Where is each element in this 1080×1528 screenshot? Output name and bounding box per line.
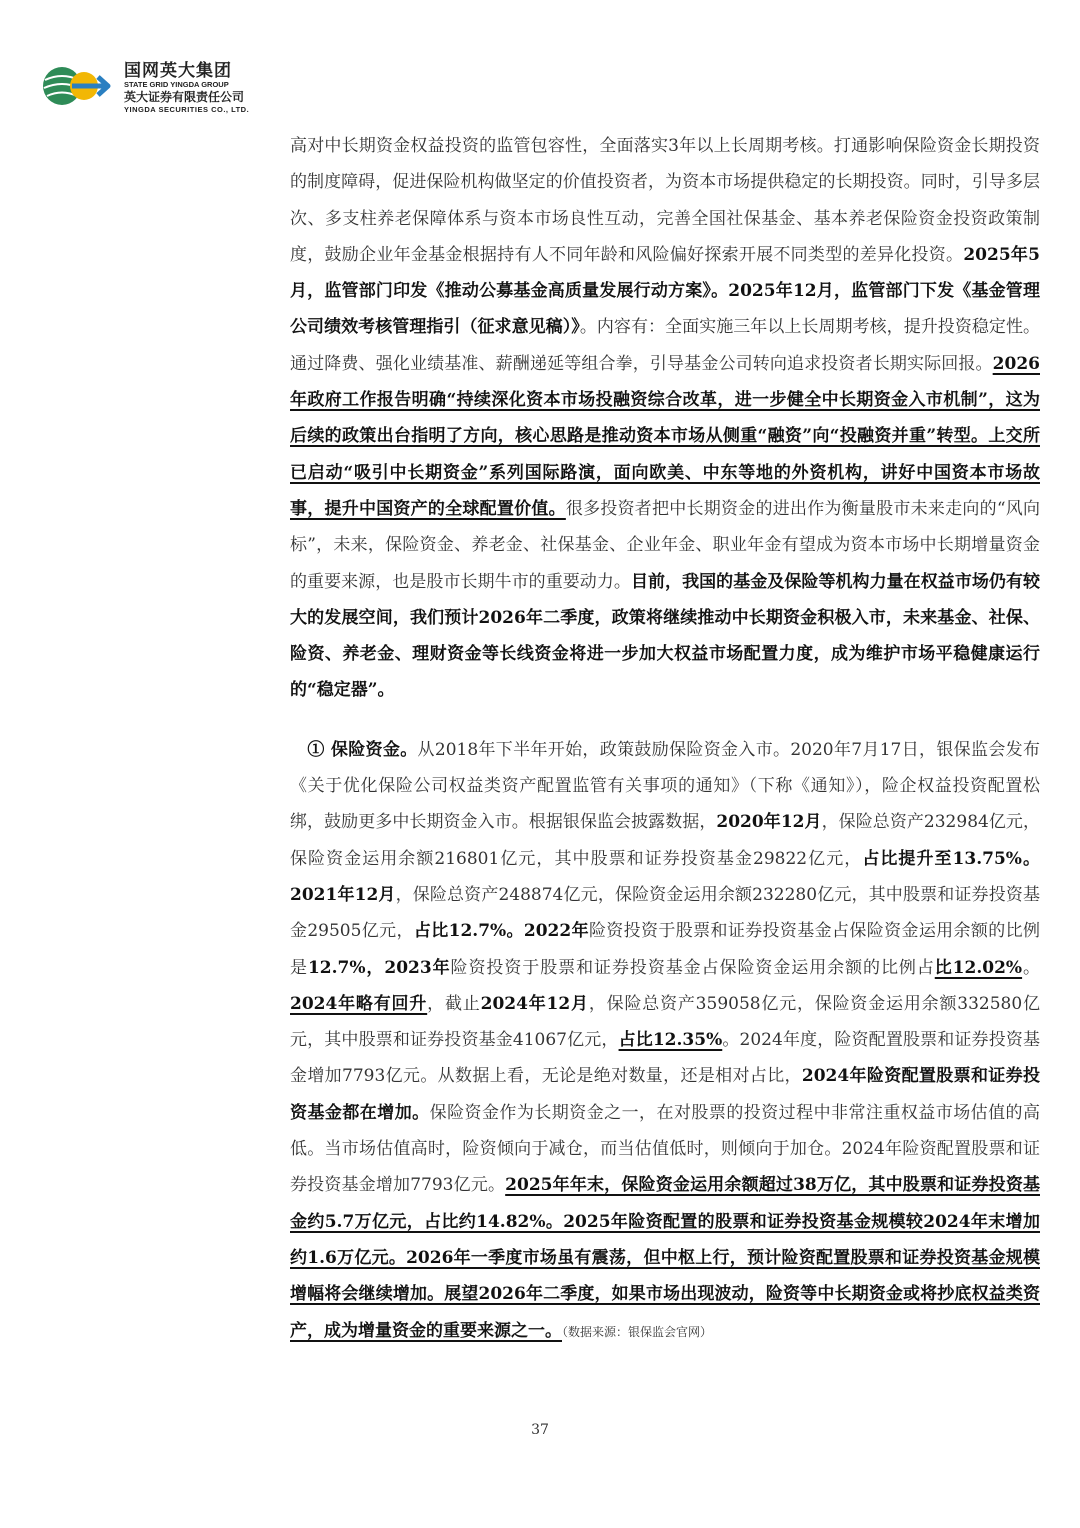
subsidiary-name-cn: 英大证券有限责任公司 <box>124 90 245 104</box>
text-segment-bold: 目前，我国的基金及保险等机构力量在权益市场仍有较大的发展空间，我们预计2026年二季度，政策将继续推动中长期资金积极入市，未来基金、社保、险资、养老金、理财资金等长线资金将进一步加大权益市场配置力度，成为维护市场平稳健康运行的“稳定器”。 <box>290 571 1041 701</box>
text-segment: 很多投资者把中长期资金的进出作为衡量股市未来走向的“风向标”，未来，保险资金、养老金、社保基金、企业年金、职业年金有望成为资本市场中长期增量资金的重要来源，也是股市长期牛市的重要动力。 <box>290 498 1040 592</box>
state-grid-yingda-logo-icon <box>42 64 112 108</box>
data-source-note: （数据来源：银保监会官网） <box>562 1324 713 1339</box>
text-segment-bold-underline: 2026年政府工作报告明确“持续深化资本市场投融资综合改革，进一步健全中长期资金入市机制”，这为后续的政策出台指明了方向，核心思路是推动资本市场从侧重“融资”向“投融资并重”转型。上交所已启动“吸引中长期资金”系列国际路演，面向欧美、中东等地的外资机构，讲好中国资本市场故事，提升中国资产的全球配置价值。 <box>290 353 1040 519</box>
text-segment-bold-underline: 2024年略有回升 <box>290 993 428 1014</box>
text-segment: 。 <box>1022 957 1041 978</box>
text-segment: ，保险总资产359058亿元，保险资金运用余额332580亿元，其中股票和证券投资基金41067亿元， <box>290 993 1040 1051</box>
report-header <box>42 62 342 122</box>
company-name-en: STATE GRID YINGDA GROUP <box>124 80 229 89</box>
text-segment: 从2018年下半年开始，政策鼓励保险资金入市。2020年7月17日，银保监会发布《关于优化保险公司权益类资产配置监管有关事项的通知》（下称《通知》），险企权益投资配置松绑，鼓励更多中长期资金入市。根据银保监会披露数据， <box>290 739 1040 833</box>
text-segment-bold: 2024年12月 <box>480 993 589 1014</box>
text-segment: 高对中长期资金权益投资的监管包容性，全面落实3年以上长周期考核。打通影响保险资金长期投资的制度障碍，促进保险机构做坚定的价值投资者，为资本市场提供稳定的长期投资。同时，引导多层次、多支柱养老保障体系与资本市场良性互动，完善全国社保基金、基本养老保险资金投资政策制度，鼓励企业年金基金根据持有人不同年龄和风险偏好探索开展不同类型的差异化投资。 <box>290 136 1040 265</box>
text-segment: 。内容有：全面实施三年以上长周期考核，提升投资稳定性。通过降费、强化业绩基准、薪酬递延等组合拳，引导基金公司转向追求投资者长期实际回报。 <box>290 317 1041 374</box>
section-heading-insurance-funds: ① 保险资金。 <box>307 739 418 760</box>
page-number: 37 <box>531 1422 549 1438</box>
text-segment-bold: 12.7%，2023年 <box>307 957 451 978</box>
subsidiary-name-en: YINGDA SECURITIES CO., LTD. <box>124 105 250 114</box>
text-segment-bold: 2020年12月 <box>716 812 822 833</box>
text-segment: 险资投资于股票和证券投资基金占保险资金运用余额的比例占 <box>450 957 935 978</box>
text-segment-bold: 占比12.7%。2022年 <box>413 921 589 942</box>
text-segment: ，保险总资产232984亿元，保险资金运用余额216801亿元，其中股票和证券投资基金29822亿元， <box>290 812 1040 869</box>
text-segment: 保险资金作为长期资金之一，在对股票的投资过程中非常注重权益市场估值的高低。当市场估值高时，险资倾向于减仓，而当估值低时，则倾向于加仓。2024年险资配置股票和证券投资基金增加7793亿元。 <box>290 1102 1041 1196</box>
text-segment: ，截止 <box>427 993 481 1014</box>
text-segment-bold: 占比提升至13.75%。2021年12月 <box>290 848 1040 905</box>
report-body <box>290 128 1040 1350</box>
paragraph-policy <box>290 128 1040 709</box>
logo-text <box>124 62 344 115</box>
company-name-cn: 国网英大集团 <box>124 61 232 81</box>
paragraph-insurance-funds <box>290 732 1040 1350</box>
text-segment-bold-underline: 2025年年末，保险资金运用余额超过38万亿，其中股票和证券投资基金约5.7万亿元，占比约14.82%。2025年险资配置的股票和证券投资基金规模较2024年末增加约1.6万亿元。2026年一季度市场虽有震荡，但中枢上行，预计险资配置股票和证券投资基金规模增幅将会继续增加。展望2026年二季度，如果市场出现波动，险资等中长期资金或将抄底权益类资产，成为增量资金的重要来源之一。 <box>290 1175 1040 1341</box>
text-segment-bold-underline: 比12.02% <box>934 957 1023 978</box>
text-segment-bold: 2025年5月，监管部门印发《推动公募基金高质量发展行动方案》。2025年12月，监管部门下发《基金管理公司绩效考核管理指引（征求意见稿）》 <box>290 244 1041 338</box>
text-segment-bold: 2024年险资配置股票和证券投资基金都在增加。 <box>290 1066 1040 1123</box>
text-segment: 险资投资于股票和证券投资基金占保险资金运用余额的比例是 <box>290 921 1040 978</box>
text-segment-bold-underline: 占比12.35% <box>618 1030 723 1051</box>
text-segment: 。2024年度，险资配置股票和证券投资基金增加7793亿元。从数据上看，无论是绝对数量，还是相对占比， <box>290 1030 1040 1087</box>
text-segment: ，保险总资产248874亿元，保险资金运用余额232280亿元，其中股票和证券投资基金29505亿元， <box>290 884 1040 942</box>
